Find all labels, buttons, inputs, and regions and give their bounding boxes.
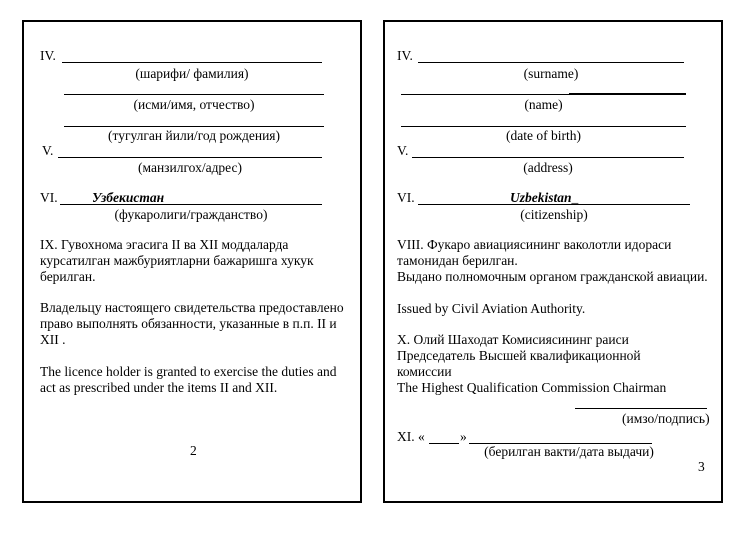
name-line xyxy=(401,94,569,95)
caption-birth: (date of birth) xyxy=(506,128,581,143)
address-line xyxy=(58,157,322,158)
citizenship-value: Uzbekistan xyxy=(510,190,572,205)
caption-signature: (имзо/подпись) xyxy=(622,411,710,426)
page-number: 3 xyxy=(698,459,705,474)
right-page xyxy=(383,20,723,503)
page-number: 2 xyxy=(190,443,197,458)
caption-citizenship: (фукаролиги/гражданство) xyxy=(114,207,268,222)
field-iv-label: IV. xyxy=(397,48,413,63)
caption-surname: (surname) xyxy=(523,66,579,81)
paragraph-viii-uz: VIII. Фукаро авиациясининг ваколотли идораси тамонидан берилган. xyxy=(397,237,672,268)
paragraph-ix-uz: IX. Гувохнома эгасига II ва XII моддаларда курсатилган мажбуриятларни бажаришга хукук берилган. xyxy=(40,237,314,284)
signature-line xyxy=(575,408,707,409)
surname-line xyxy=(418,62,684,63)
paragraph-ix-ru: Владельцу настоящего свидетельства предоставлено право выполнять обязанности, указанные в п.п. II и XII . xyxy=(40,300,344,347)
field-v-label: V. xyxy=(42,143,54,158)
field-xi-close: » xyxy=(460,429,467,444)
field-xi-label: XI. « xyxy=(397,429,425,444)
citizenship-trailing: _ xyxy=(571,190,579,205)
field-vi-label: VI. xyxy=(397,190,415,205)
field-vi-label: VI. xyxy=(40,190,58,205)
birth-line xyxy=(64,126,324,127)
caption-address: (address) xyxy=(523,160,573,175)
name-line xyxy=(64,94,324,95)
surname-line xyxy=(62,62,322,63)
field-v-label: V. xyxy=(397,143,409,158)
caption-citizenship: (citizenship) xyxy=(520,207,588,222)
xi-day-line xyxy=(429,443,459,444)
caption-name: (исми/имя, отчество) xyxy=(133,97,255,112)
caption-birth: (тугулган йили/год рождения) xyxy=(108,128,280,143)
paragraph-x-en: The Highest Qualification Commission Chairman xyxy=(397,380,667,395)
field-iv-label: IV. xyxy=(40,48,56,63)
paragraph-viii-en: Issued by Civil Aviation Authority. xyxy=(397,301,586,316)
paragraph-ix-en: The licence holder is granted to exercise the duties and act as prescribed under the items II and XII. xyxy=(40,364,337,395)
address-line xyxy=(412,157,684,158)
left-page xyxy=(22,20,362,503)
paragraph-x-uz: X. Олий Шаходат Комисиясининг раиси xyxy=(397,332,629,347)
caption-name: (name) xyxy=(524,97,563,112)
caption-issue-date: (берилган вакти/дата выдачи) xyxy=(484,444,654,459)
paragraph-viii-ru: Выдано полномочным органом гражданской авиации. xyxy=(397,269,708,284)
citizenship-value-wrap xyxy=(510,190,578,206)
caption-surname: (шарифи/ фамилия) xyxy=(135,66,249,81)
paragraph-x-ru: Председатель Высшей квалификационной комиссии xyxy=(397,348,641,379)
name-line-bold xyxy=(569,93,686,95)
caption-address: (манзилгох/адрес) xyxy=(138,160,242,175)
citizenship-value: Узбекистан xyxy=(92,190,165,205)
birth-line xyxy=(401,126,686,127)
